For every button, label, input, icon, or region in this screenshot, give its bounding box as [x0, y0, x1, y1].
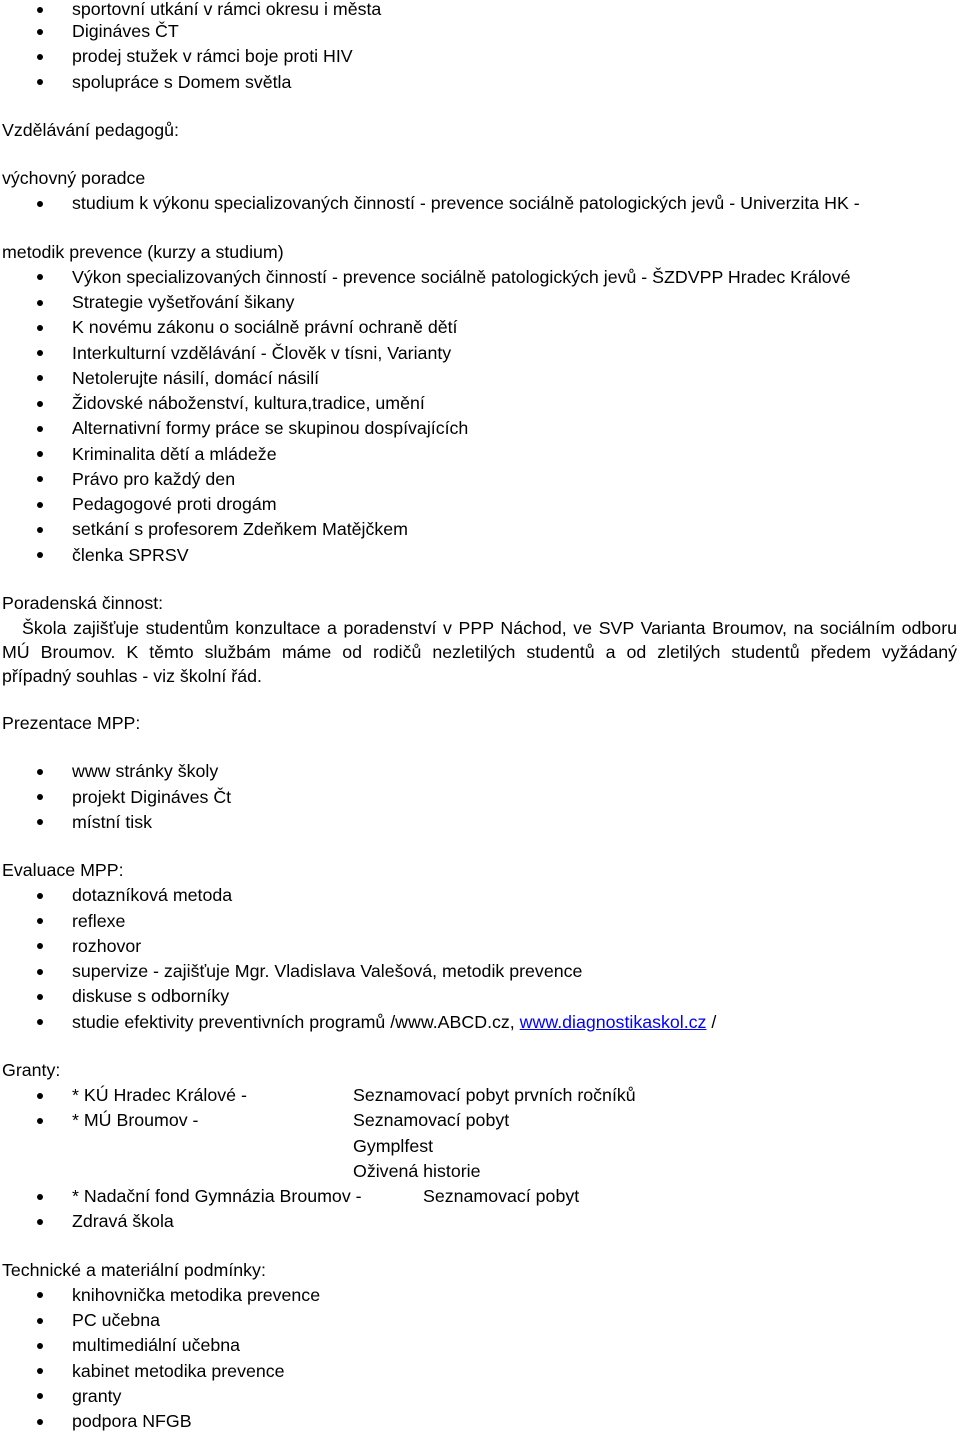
grants-list [2, 1083, 957, 1235]
grant-row-continuation [2, 1134, 957, 1159]
list-item: Alternativní formy práce se skupinou dospívajících [2, 416, 957, 441]
list-item: supervize - zajišťuje Mgr. Vladislava Valešová, metodik prevence [2, 959, 957, 984]
list-item: Židovské náboženství, kultura,tradice, umění [2, 391, 957, 416]
list-item: granty [2, 1384, 957, 1409]
grant-provider: Zdravá škola [72, 1211, 174, 1232]
list-item: Interkulturní vzdělávání - Člověk v tísni, Varianty [2, 341, 957, 366]
spacer [2, 95, 957, 118]
paragraph-line: případný souhlas - viz školní řád. [2, 666, 262, 686]
paragraph-line: Škola zajišťuje studentům konzultace a poradenství v PPP Náchod, ve SVP Varianta Broumov, na sociálním odboru [22, 618, 957, 638]
list-item: studium k výkonu specializovaných činností - prevence sociálně patologických jevů - Univerzita HK - [2, 191, 957, 216]
list-item: spolupráce s Domem světla [2, 70, 957, 95]
section-heading-technical: Technické a materiální podmínky: [2, 1259, 266, 1280]
list-item: Výkon specializovaných činností - prevence sociálně patologických jevů - ŠZDVPP Hradec Králové [2, 265, 957, 290]
list-item: Právo pro každý den [2, 467, 957, 492]
spacer [2, 568, 957, 591]
counselor-label: výchovný poradce [2, 168, 146, 188]
section-heading-evaluation: Evaluace MPP: [2, 860, 124, 880]
grant-provider: * MÚ Broumov - [72, 1110, 199, 1131]
list-item-text: studie efektivity preventivních programů /www.ABCD.cz, [72, 1011, 520, 1032]
section-heading-grants: Granty: [2, 1059, 61, 1080]
spacer [2, 143, 957, 166]
prevention-methodist-label: metodik prevence (kurzy a studium) [2, 241, 284, 262]
spacer [2, 217, 957, 240]
spacer [2, 688, 957, 711]
grant-activity: Oživená historie [353, 1160, 481, 1181]
technical-list [2, 1283, 957, 1435]
section-heading-counseling: Poradenská činnost: [2, 592, 164, 613]
list-item: dotazníková metoda [2, 883, 957, 908]
evaluation-list [2, 883, 957, 1035]
list-item [2, 1010, 957, 1035]
list-item-text-end: / [706, 1011, 717, 1032]
prevention-methodist-list [2, 265, 957, 568]
section-heading-presentation: Prezentace MPP: [2, 713, 141, 733]
activities-list [2, 0, 957, 95]
grant-row [2, 1083, 957, 1108]
section-heading-teacher-education: Vzdělávání pedagogů: [2, 119, 179, 140]
list-item: sportovní utkání v rámci okresu i města [2, 0, 957, 19]
spacer [2, 835, 957, 858]
list-item: reflexe [2, 909, 957, 934]
grant-activity: Seznamovací pobyt [423, 1186, 580, 1206]
spacer [2, 736, 957, 759]
list-item: kabinet metodika prevence [2, 1359, 957, 1384]
paragraph-line: MÚ Broumov. K těmto službám máme od rodičů nezletilých studentů a od zletilých studentů předem vyžádaný [2, 642, 957, 662]
list-item: Pedagogové proti drogám [2, 492, 957, 517]
list-item: setkání s profesorem Zdeňkem Matějčkem [2, 517, 957, 542]
list-item: K novému zákonu o sociálně právní ochraně dětí [2, 315, 957, 340]
list-item: PC učebna [2, 1308, 957, 1333]
grant-row [2, 1108, 957, 1133]
list-item: multimediální učebna [2, 1333, 957, 1358]
grant-provider: * Nadační fond Gymnázia Broumov - [72, 1186, 362, 1206]
list-item: diskuse s odborníky [2, 984, 957, 1009]
list-item: Kriminalita dětí a mládeže [2, 442, 957, 467]
list-item: členka SPRSV [2, 543, 957, 568]
list-item: Digináves ČT [2, 19, 957, 44]
list-item: Strategie vyšetřování šikany [2, 290, 957, 315]
grant-row [2, 1184, 957, 1209]
spacer [2, 1035, 957, 1058]
spacer [2, 1235, 957, 1258]
document-page [2, 0, 957, 1434]
list-item: knihovnička metodika prevence [2, 1283, 957, 1308]
counseling-paragraph [2, 616, 957, 688]
grant-activity: Seznamovací pobyt [353, 1110, 510, 1131]
list-item: www stránky školy [2, 759, 957, 784]
list-item: podpora NFGB [2, 1409, 957, 1434]
grant-activity: Seznamovací pobyt prvních ročníků [353, 1085, 636, 1105]
grant-row-continuation [2, 1159, 957, 1184]
grant-activity: Gymplfest [353, 1135, 434, 1156]
list-item: projekt Digináves Čt [2, 785, 957, 810]
list-item: rozhovor [2, 934, 957, 959]
diagnostikaskol-link[interactable]: www.diagnostikaskol.cz [519, 1011, 707, 1032]
grant-provider: * KÚ Hradec Králové - [72, 1085, 247, 1105]
grant-row [2, 1209, 957, 1234]
list-item: prodej stužek v rámci boje proti HIV [2, 44, 957, 69]
list-item: Netolerujte násilí, domácí násilí [2, 366, 957, 391]
presentation-list [2, 759, 957, 835]
list-item: místní tisk [2, 810, 957, 835]
